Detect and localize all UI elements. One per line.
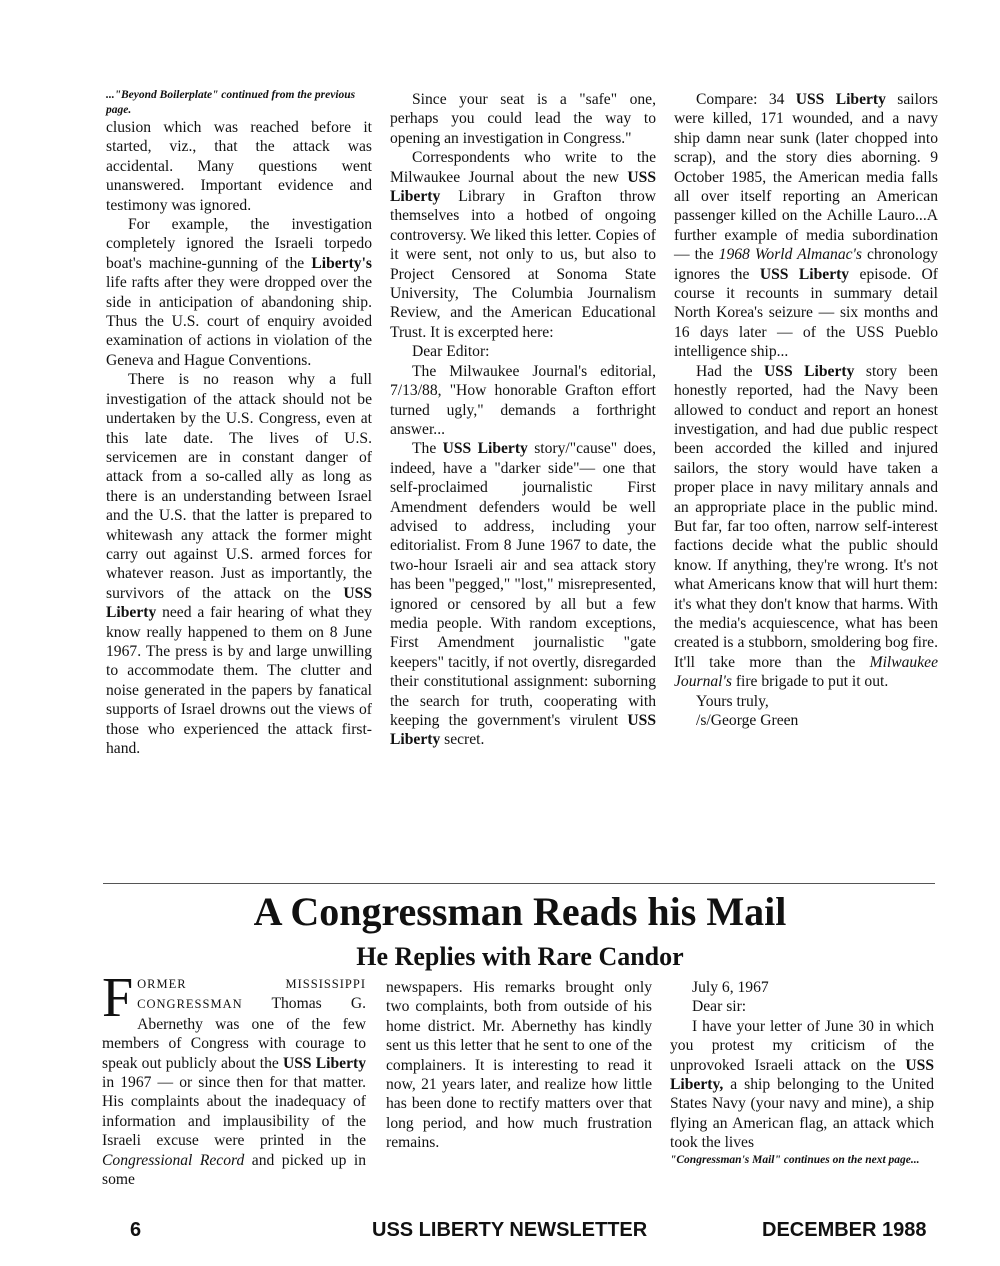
ship-name: USS Liberty — [795, 91, 886, 108]
drop-cap: F — [102, 967, 134, 1029]
paragraph — [674, 362, 938, 692]
text-run: Correspondents who write to the Milwaukee Journal about the new — [390, 149, 656, 186]
letter-closing: Yours truly, — [696, 692, 769, 710]
text-run: sailors were killed, 171 wounded, and a navy ship damn near sunk (later chopped into scrap), and the story dies aborning. 9 October 1985, the American media falls all over itself reporting an American passenger killed on the Achille Lauro...A further example of media subordination — the — [674, 91, 938, 264]
text-run: For example, the investigation completely ignored the Israeli torpedo boat's machine-gunning of the — [106, 216, 372, 272]
text-run: I have your letter of June 30 in which you protest my criticism of the unprovoked Israeli attack on the — [670, 1017, 934, 1074]
text-run: in 1967 — or since then for that matter. His complaints about the inadequacy of information and implausibility of the Israeli excuse were printed in the — [102, 1074, 366, 1150]
ship-name: USS Liberty — [764, 362, 855, 380]
article-headline: A Congressman Reads his Mail — [253, 889, 787, 934]
publication-title: Congressional Record — [102, 1151, 245, 1169]
continued-on-note: "Congressman's Mail" continues on the next page... — [670, 1153, 920, 1166]
text-run: Thomas G. Abernethy was one of the few members of Congress with courage to speak out publicly about the — [102, 995, 366, 1072]
text-run: need a fair hearing of what they know really happened to them on 8 June 1967. The press is by and large unwilling to accommodate them. The clutter and noise generated in the papers by fanatical supports of Israel drowns out the views of those who experienced the attack first-hand. — [106, 604, 372, 757]
page-number: 6 — [130, 1219, 142, 1241]
letter-salutation: Dear sir: — [692, 998, 747, 1016]
column-1 — [106, 88, 372, 758]
text-run: fire brigade to put it out. — [731, 673, 889, 691]
text-run: life rafts after they were dropped over the side in anticipation of abandoning ship. Thus the U.S. court of enquiry avoided examination of actions in violation of the Geneva and Hague Conventions. — [106, 274, 372, 369]
text-run: secret. — [440, 731, 485, 749]
letter-signature: /s/George Green — [696, 712, 799, 729]
ship-name: Liberty's — [311, 254, 372, 272]
section-divider — [103, 883, 935, 884]
ship-name: USS Liberty — [442, 440, 528, 458]
article-subheadline: He Replies with Rare Candor — [356, 942, 684, 971]
text-run: story been honestly reported, had the Navy been allowed to conduct and report an honest investigation, and had due public respect been accorded the killed and injured sailors, the story would have taken a proper place in navy military annals and an appropriate place in the public mind. But far, far too often, narrow self-interest factions decide what the public should know. If anything, they're wrong. It's not what Americans know that will hurt them: it's what they don't know that harms. With the media's acquiescence, what has been created is a stubborn, smoldering bog fire. It'll take more than the — [674, 362, 938, 671]
text-run: story/"cause" does, indeed, have a "darker side"— one that self-proclaimed journalistic First Amendment defenders would be well advised to address, including your editorialist. From 8 June 1967 to date, the two-hour Israeli air and sea attack story has been "pegged," "lost," misrepresented, ignored or censored by all but a few media people. With random exceptions, First Amendment journalistic "gate keepers" tacitly, if not overtly, disregarded their constitutional assignment: suborning the search for truth, cooperating with keeping the government's virulent — [390, 440, 656, 729]
article-column-3 — [670, 978, 934, 1168]
text-run: Had the — [696, 362, 765, 380]
text-run: There is no reason why a full investigation of the attack should not be undertaken by the U.S. Congress, even at this late date. The lives of U.S. servicemen are in constant danger of attack from a so-called ally as long as there is an understanding between Israel and the U.S. that the latter is prepared to whitewash any attack the former might carry out against U.S. armed forces for whatever reason. Just as importantly, the survivors of the attack on the — [106, 371, 372, 602]
paragraph — [102, 967, 367, 1189]
letter-date: July 6, 1967 — [692, 979, 769, 996]
ship-name: USS Liberty — [390, 168, 656, 206]
small-caps-lead: ORMER MISSISSIPPI CONGRESSMAN — [137, 977, 366, 1012]
paragraph: Since your seat is a "safe" one, perhaps you could lead the way to opening an investigation in Congress." — [390, 91, 656, 147]
text-run: a ship belonging to the United States Navy (your navy and mine), a ship flying an American flag, an attack which took the lives — [670, 1076, 934, 1152]
paragraph: newspapers. His remarks brought only two complaints, both from outside of his home district. Mr. Abernethy has kindly sent us this letter that he sent to one of the complainers. It is interesting to read it now, 21 years later, and realize how little has been done to rectify matters over that long period, and how much frustration remains. — [386, 979, 652, 1152]
text-run: Library in Grafton throw themselves into a hotbed of ongoing controversy. We liked this letter. Copies of it were sent, not only to us, but also to Project Censored at Sonoma State University, The Columbia Journalism Review, and the American Educational Trust. It is excerpted here: — [390, 188, 656, 341]
text-run: The — [412, 440, 443, 458]
paragraph — [106, 215, 372, 370]
publication-title: 1968 World Almanac's — [718, 246, 862, 264]
paragraph — [670, 1017, 934, 1153]
article-column-1 — [102, 967, 367, 1189]
publication-title-footer: USS LIBERTY NEWSLETTER — [372, 1219, 648, 1241]
ship-name: USS Liberty, — [670, 1056, 934, 1094]
ship-name: USS Liberty — [283, 1054, 366, 1072]
text-run: chronology ignores the — [674, 246, 938, 283]
text-run: Compare: 34 — [696, 91, 796, 108]
article-column-2 — [386, 978, 652, 1153]
ship-name: USS Liberty — [759, 265, 850, 283]
publication-title: Milwaukee Journal's — [674, 653, 938, 691]
continued-from-note: ..."Beyond Boilerplate" continued from the previous page. — [106, 89, 356, 116]
letter-salutation: Dear Editor: — [412, 343, 490, 361]
issue-date: DECEMBER 1988 — [762, 1219, 927, 1241]
column-3 — [674, 90, 938, 730]
text-run: and picked up in some — [102, 1151, 367, 1189]
paragraph — [674, 90, 938, 362]
ship-name: USS Liberty — [390, 712, 656, 749]
ship-name: USS Liberty — [106, 584, 372, 622]
paragraph — [106, 370, 372, 758]
paragraph: The Milwaukee Journal's editorial, 7/13/88, "How honorable Grafton effort turned ugly," demands a forthright answer... — [390, 362, 656, 438]
text-run: episode. Of course it recounts in summary detail North Korea's seizure — six months and 16 days later — of the USS Pueblo intelligence ship... — [674, 265, 938, 361]
column-2 — [390, 90, 656, 750]
paragraph — [390, 148, 656, 342]
paragraph — [390, 439, 656, 750]
paragraph: clusion which was reached before it started, viz., that the attack was accidental. Many questions went unanswered. Important evidence and testimony was ignored. — [106, 119, 372, 214]
